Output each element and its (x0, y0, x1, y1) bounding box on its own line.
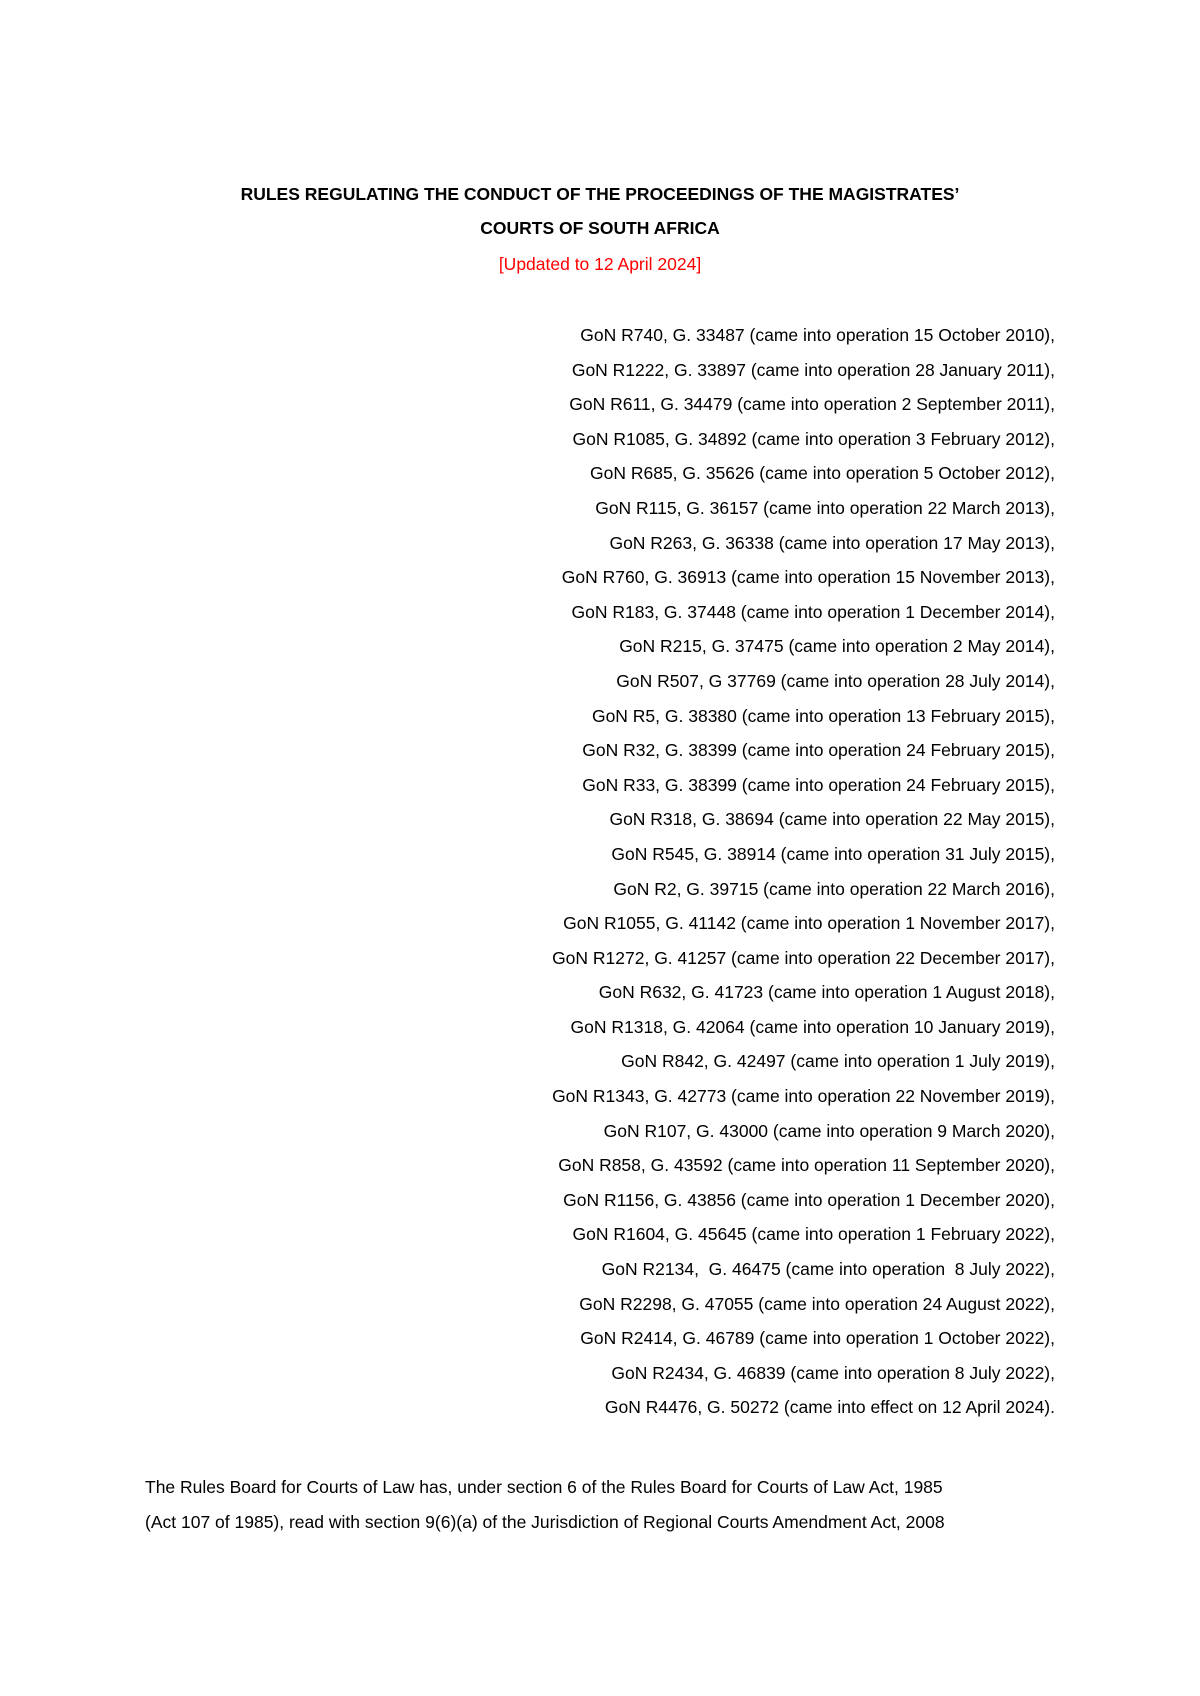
gon-entry: GoN R760, G. 36913 (came into operation 15 November 2013), (561, 567, 1055, 588)
gon-entry: GoN R1604, G. 45645 (came into operation 1 February 2022), (572, 1224, 1055, 1245)
document-title-line-2: COURTS OF SOUTH AFRICA (480, 218, 720, 238)
gon-entry: GoN R611, G. 34479 (came into operation 2 September 2011), (569, 394, 1055, 415)
gon-entry: GoN R1318, G. 42064 (came into operation 10 January 2019), (570, 1016, 1055, 1037)
gon-entry: GoN R1156, G. 43856 (came into operation 1 December 2020), (563, 1189, 1055, 1210)
gon-entry: GoN R685, G. 35626 (came into operation 5 October 2012), (590, 463, 1055, 484)
gon-entry: GoN R842, G. 42497 (came into operation 1 July 2019), (621, 1051, 1055, 1072)
gon-entry: GoN R33, G. 38399 (came into operation 24 February 2015), (582, 774, 1055, 795)
updated-note: [Updated to 12 April 2024] (498, 254, 702, 274)
gon-entry: GoN R632, G. 41723 (came into operation 1 August 2018), (598, 982, 1055, 1003)
gon-amendments-list (255, 318, 1055, 1425)
gon-entry: GoN R507, G 37769 (came into operation 28 July 2014), (616, 670, 1055, 691)
gon-entry: GoN R318, G. 38694 (came into operation 22 May 2015), (609, 809, 1055, 830)
gon-entry: GoN R215, G. 37475 (came into operation 2 May 2014), (619, 636, 1055, 657)
gon-entry: GoN R32, G. 38399 (came into operation 24 February 2015), (582, 740, 1055, 761)
gon-entry: GoN R2, G. 39715 (came into operation 22 March 2016), (613, 878, 1055, 899)
document-title-line-1: RULES REGULATING THE CONDUCT OF THE PROCEEDINGS OF THE MAGISTRATES’ (240, 184, 960, 204)
gon-entry: GoN R1272, G. 41257 (came into operation 22 December 2017), (552, 947, 1055, 968)
gon-entry: GoN R2414, G. 46789 (came into operation 1 October 2022), (580, 1328, 1055, 1349)
body-paragraph-line-2: (Act 107 of 1985), read with section 9(6)(a) of the Jurisdiction of Regional Courts Amendment Act, 2008 (145, 1511, 945, 1532)
gon-entry: GoN R115, G. 36157 (came into operation 22 March 2013), (595, 497, 1055, 518)
body-paragraph (145, 1470, 1055, 1539)
gon-entry: GoN R2134, G. 46475 (came into operation 8 July 2022), (601, 1259, 1055, 1280)
gon-entry: GoN R4476, G. 50272 (came into effect on 12 April 2024). (604, 1397, 1055, 1418)
gon-entry: GoN R545, G. 38914 (came into operation 31 July 2015), (611, 843, 1055, 864)
gon-entry: GoN R1055, G. 41142 (came into operation 1 November 2017), (563, 913, 1055, 934)
gon-entry: GoN R2298, G. 47055 (came into operation 24 August 2022), (579, 1293, 1055, 1314)
body-paragraph-line-1: The Rules Board for Courts of Law has, under section 6 of the Rules Board for Courts of Law Act, 1985 (145, 1477, 943, 1497)
gon-entry: GoN R1222, G. 33897 (came into operation 28 January 2011), (571, 359, 1055, 380)
gon-entry: GoN R183, G. 37448 (came into operation 1 December 2014), (571, 601, 1055, 622)
gon-entry: GoN R263, G. 36338 (came into operation 17 May 2013), (609, 532, 1055, 553)
gon-entry: GoN R740, G. 33487 (came into operation 15 October 2010), (580, 325, 1055, 345)
gon-entry: GoN R107, G. 43000 (came into operation 9 March 2020), (603, 1120, 1055, 1141)
gon-entry: GoN R858, G. 43592 (came into operation 11 September 2020), (558, 1155, 1055, 1176)
gon-entry: GoN R2434, G. 46839 (came into operation 8 July 2022), (611, 1362, 1055, 1383)
gon-entry: GoN R1343, G. 42773 (came into operation 22 November 2019), (552, 1086, 1055, 1107)
gon-entry: GoN R5, G. 38380 (came into operation 13 February 2015), (591, 705, 1055, 726)
gon-entry: GoN R1085, G. 34892 (came into operation 3 February 2012), (572, 428, 1055, 449)
